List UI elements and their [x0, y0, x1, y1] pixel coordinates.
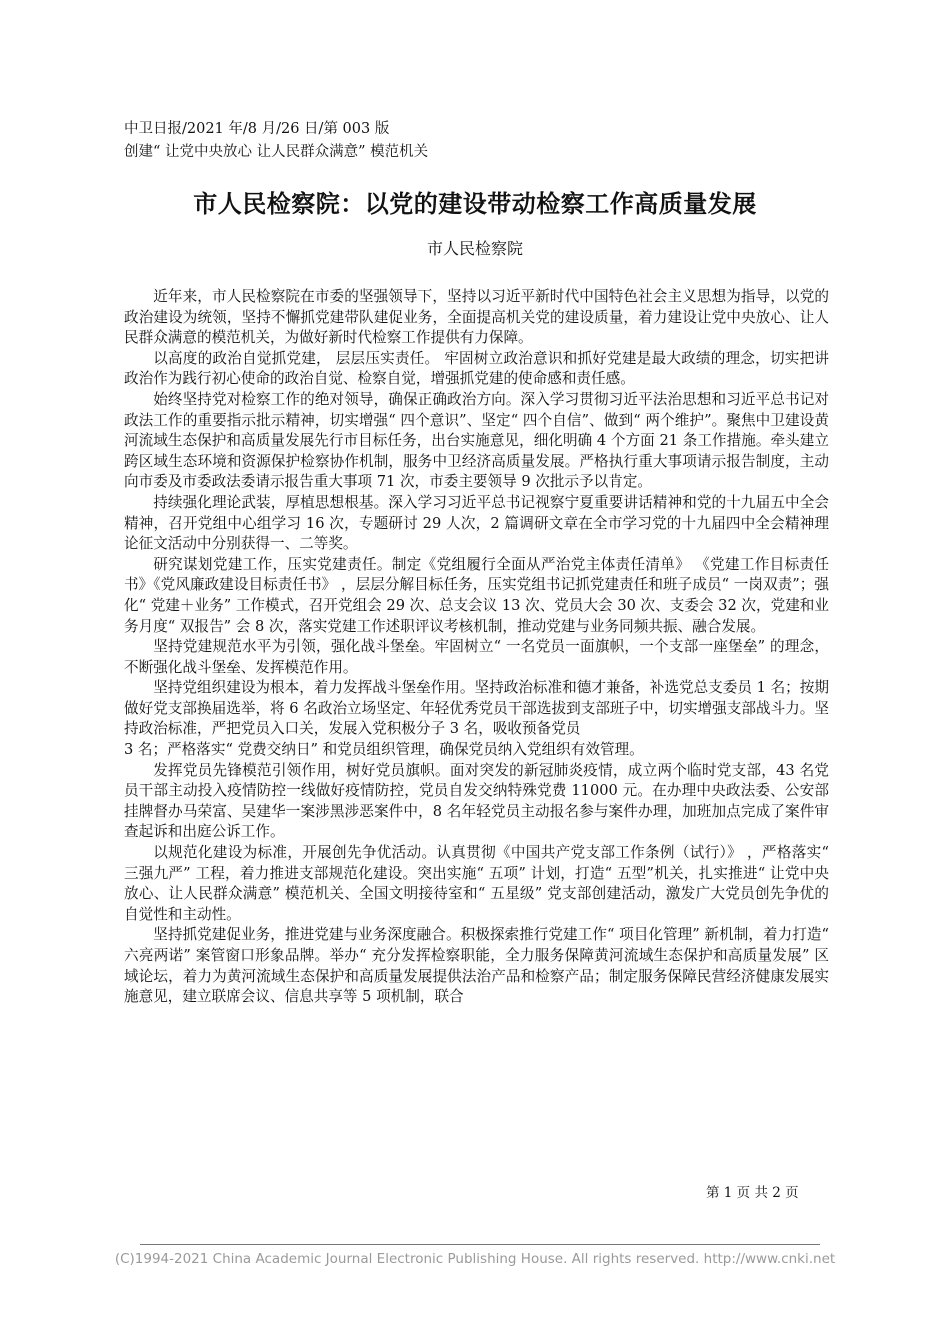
paragraph: 3 名；严格落实“ 党费交纳日” 和党员组织管理，确保党员纳入党组织有效管理。	[124, 741, 644, 759]
page-number: 第 1 页 共 2 页	[706, 1185, 799, 1201]
article-body	[124, 287, 829, 1008]
paragraph: 始终坚持党对检察工作的绝对领导，确保正确政治方向。深入学习贯彻习近平法治思想和习近平总书记对政法工作的重要指示批示精神，切实增强“ 四个意识”、坚定“ 四个自信”、做到“ 两个维护”。聚焦中卫建设黄河流域生态保护和高质量发展先行市目标任务，出台实施意见，细化明确 4 个方面 21 条工作措施。牵头建立跨区域生态环境和资源保护检察协作机制，服务中卫经济高质量发展。严格执行重大事项请示报告制度，主动向市委及市委政法委请示报告重大事项 71 次，市委主要领导 9 次批示予以肯定。	[124, 390, 829, 491]
column-line: 创建“ 让党中央放心 让人民群众满意” 模范机关	[124, 144, 429, 160]
paragraph: 以规范化建设为标准，开展创先争优活动。认真贯彻《中国共产党支部工作条例（试行）》 ，严格落实“ 三强九严” 工程，着力推进支部规范化建设。突出实施“ 五项” 计划，打造“ 五型”机关，扎实推进“ 让党中央放心、让人民群众满意” 模范机关、全国文明接待室和“ 五星级” 党支部创建活动，激发广大党员创先争优的自觉性和主动性。	[124, 844, 829, 923]
paragraph: 持续强化理论武装，厚植思想根基。深入学习习近平总书记视察宁夏重要讲话精神和党的十九届五中全会精神，召开党组中心组学习 16 次，专题研讨 29 人次，2 篇调研文章在全市学习党的十九届四中全会精神理论征文活动中分别获得一、二等奖。	[124, 493, 829, 553]
paragraph: 坚持党建规范水平为引领，强化战斗堡垒。牢固树立“ 一名党员一面旗帜，一个支部一座堡垒” 的理念，不断强化战斗堡垒、发挥模范作用。	[124, 638, 829, 676]
paragraph: 坚持抓党建促业务，推进党建与业务深度融合。积极探索推行党建工作“ 项目化管理” 新机制，着力打造“ 六亮两诺” 案管窗口形象品牌。举办“ 充分发挥检察职能，全力服务保障黄河流域生态保护和高质量发展” 区域论坛，着力为黄河流域生态保护和高质量发展提供法治产品和检察产品；制定服务保障民营经济健康发展实施意见，建立联席会议、信息共享等 5 项机制，联合	[124, 926, 829, 1006]
copyright-footer: (C)1994-2021 China Academic Journal Electronic Publishing House. All rights reserved. http://www.cnki.net	[114, 1251, 836, 1267]
source-header	[124, 118, 428, 164]
paragraph: 发挥党员先锋模范引领作用，树好党员旗帜。面对突发的新冠肺炎疫情，成立两个临时党支部，43 名党员干部主动投入疫情防控一线做好疫情防控，党员自发交纳特殊党费 11000 元。在办理中央政法委、公安部挂牌督办马荣富、吴建华一案涉黑涉恶案件中，8 名年轻党员主动报名参与案件办理，加班加点完成了案件审查起诉和出庭公诉工作。	[124, 761, 829, 841]
footer-divider	[140, 1244, 820, 1245]
source-line: 中卫日报/2021 年/8 月/26 日/第 003 版	[124, 121, 390, 137]
paragraph: 坚持党组织建设为根本，着力发挥战斗堡垒作用。坚持政治标准和德才兼备，补选党总支委员 1 名；按期做好党支部换届选举，将 6 名政治立场坚定、年轻优秀党员干部选拔到支部班子中，切实增强支部战斗力。坚持政治标准，严把党员入口关，发展入党积极分子 3 名，吸收预备党员	[124, 679, 829, 738]
article-title: 市人民检察院：以党的建设带动检察工作高质量发展	[193, 190, 757, 218]
paragraph: 研究谋划党建工作，压实党建责任。制定《党组履行全面从严治党主体责任清单》 《党建工作目标责任书》《党风廉政建设目标责任书》 ，层层分解目标任务，压实党组书记抓党建责任和班子成员“ 一岗双责”；强化“ 党建＋业务” 工作模式，召开党组会 29 次、总支会议 13 次、党员大会 30 次、支委会 32 次，党建和业务月度“ 双报告” 会 8 次，落实党建工作述职评议考核机制，推动党建与业务同频共振、融合发展。	[124, 555, 829, 635]
paragraph: 近年来，市人民检察院在市委的坚强领导下，坚持以习近平新时代中国特色社会主义思想为指导，以党的政治建设为统领，坚持不懈抓党建带队建促业务，全面提高机关党的建设质量，着力建设让党中央放心、让人民群众满意的模范机关，为做好新时代检察工作提供有力保障。	[124, 288, 829, 347]
article-author: 市人民检察院	[426, 239, 523, 258]
paragraph: 以高度的政治自觉抓党建， 层层压实责任。 牢固树立政治意识和抓好党建是最大政绩的理念，切实把讲政治作为践行初心使命的政治自觉、检察自觉，增强抓党建的使命感和责任感。	[124, 349, 829, 388]
